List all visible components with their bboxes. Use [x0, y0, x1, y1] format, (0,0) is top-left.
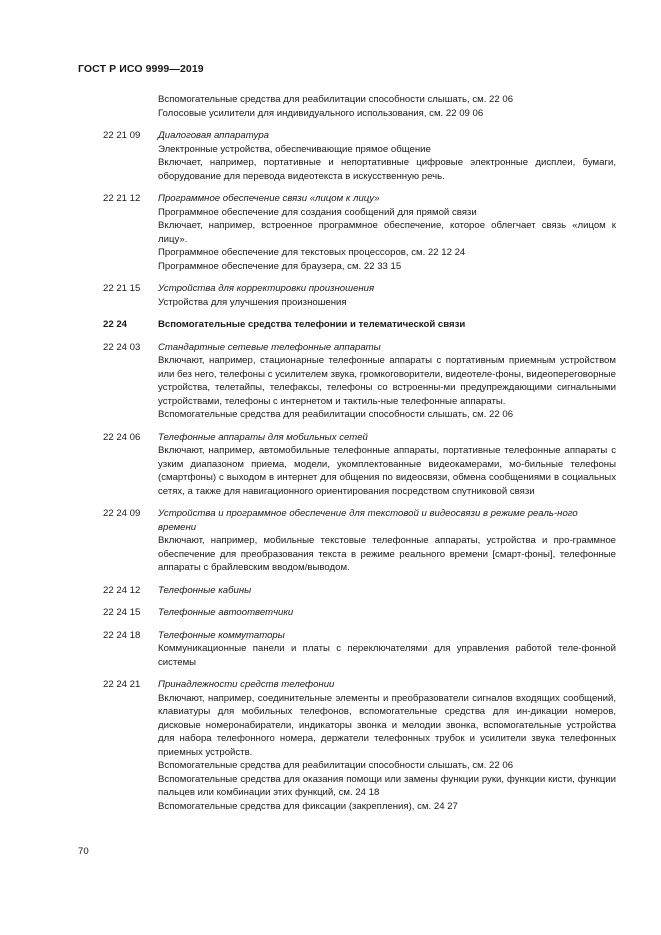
group-heading: [0, 318, 661, 332]
entry-code: 22 21 15: [103, 283, 141, 294]
entry-code: 22 24 03: [103, 341, 141, 353]
entry-definition: Программное обеспечение для создания сообщений для прямой связи: [158, 206, 477, 218]
entry-reference: Программное обеспечение для текстовых процессоров, см. 22 12 24: [158, 247, 466, 258]
classification-entry: [0, 192, 661, 273]
entry-paragraph: Включает, например, встроенное программное обеспечение, которое облегчает связь «лицом к лицу».: [158, 220, 616, 245]
group-code: 22 24: [103, 319, 128, 330]
entry-definition: Электронные устройства, обеспечивающие прямое общение: [158, 143, 431, 155]
classification-entry: [0, 584, 661, 598]
entry-title: Программное обеспечение связи «лицом к лицу»: [158, 193, 380, 204]
entry-title: Устройства для корректировки произношения: [158, 283, 375, 294]
entry-title: Телефонные коммутаторы: [158, 629, 285, 641]
entry-code: 22 24 21: [103, 679, 141, 690]
classification-entry: [0, 282, 661, 309]
classification-entry: [0, 507, 661, 575]
entry-title: Телефонные автоответчики: [158, 607, 294, 618]
classification-entry: [0, 678, 661, 813]
entry-title: Телефонные кабины: [158, 584, 252, 596]
intro-block: [0, 93, 661, 120]
entry-paragraph: Коммуникационные панели и платы с переключателями для управления работой теле-фонной системы: [158, 643, 616, 668]
entry-reference: Вспомогательные средства для фиксации (закрепления), см. 24 27: [158, 800, 458, 812]
classification-entry: [0, 431, 661, 499]
entry-code: 22 24 18: [103, 629, 141, 641]
entry-title: Принадлежности средств телефонии: [158, 679, 335, 690]
entry-paragraph: Включают, например, мобильные текстовые телефонные аппараты, устройства и про-граммное обеспечение для преобразования текста в режиме реального времени [смарт-фоны], телефонные аппараты с брайлевским вводом/выводом.: [158, 535, 616, 573]
group-title: Вспомогательные средства телефонии и телематической связи: [158, 319, 466, 330]
entry-code: 22 24 06: [103, 431, 141, 443]
entry-title: Стандартные сетевые телефонные аппараты: [158, 341, 381, 353]
classification-entry: [0, 341, 661, 422]
page-number: 70: [78, 846, 89, 857]
entry-reference: Вспомогательные средства для реабилитации способности слышать, см. 22 06: [158, 409, 514, 420]
entry-title: Устройства и программное обеспечение для текстовой и видеосвязи в режиме реаль-ного времени: [158, 508, 578, 533]
entry-code: 22 21 09: [103, 130, 141, 141]
entry-paragraph: Включает, например, портативные и непортативные цифровые электронные дисплеи, бумаги, оборудование для перевода видеотекста в искусственную речь.: [158, 157, 616, 182]
entry-reference: Вспомогательные средства для реабилитации способности слышать, см. 22 06: [158, 760, 514, 771]
classification-entry: [0, 629, 661, 670]
page-content: [0, 93, 661, 822]
entry-code: 22 24 09: [103, 508, 141, 519]
entry-reference: Программное обеспечение для браузера, см. 22 33 15: [158, 260, 402, 272]
entry-code: 22 21 12: [103, 193, 141, 204]
entry-paragraph: Включают, например, соединительные элементы и преобразователи сигналов входящих сообщений, клавиатуры для мобильных телефонов, вспомогательные средства для ин-дикации номеров, дисковые номеронабиратели, индикаторы звонка и мелодии звонка, вспомогательные устройства для набора телефонного номера, держатели телефонных трубок и усилители звука телефонных приемных устройств.: [158, 692, 616, 758]
entry-definition: Устройства для улучшения произношения: [158, 296, 347, 308]
entry-reference: Вспомогательные средства для оказания помощи или замены функции руки, функции кисти, функции пальцев или комбинации этих функций, см. 24 18: [158, 773, 616, 798]
entry-paragraph: Включают, например, стационарные телефонные аппараты с портативным приемным устройством или без него, телефоны с усилителем звука, громкоговорители, видеотеле-фоны, видеопереговорные устройства, телетайпы, телефаксы, телефоны со встроенны-ми предупреждающими сигнальными устройствами, телефоны с интернетом и тактиль-ные телефонные аппараты.: [158, 355, 616, 407]
entry-title: Телефонные аппараты для мобильных сетей: [158, 431, 368, 443]
entry-paragraph: Включают, например, автомобильные телефонные аппараты, портативные телефонные аппараты с узким диапазоном приема, модели, укомплектованные видеокамерами, мо-бильные телефоны (смартфоны) с выходом в интернет для общения по видеосвязи, обмена сообщениями в социальных сетях, а также для навигационного ориентирования посредством спутниковой связи: [158, 445, 616, 497]
intro-line: Вспомогательные средства для реабилитации способности слышать, см. 22 06: [158, 94, 514, 105]
entry-code: 22 24 15: [103, 607, 141, 618]
intro-line: Голосовые усилители для индивидуального использования, см. 22 09 06: [158, 107, 484, 119]
classification-entry: [0, 606, 661, 620]
document-header: ГОСТ Р ИСО 9999—2019: [78, 63, 204, 75]
classification-entry: [0, 129, 661, 183]
entry-code: 22 24 12: [103, 584, 141, 596]
entry-title: Диалоговая аппаратура: [158, 130, 269, 141]
